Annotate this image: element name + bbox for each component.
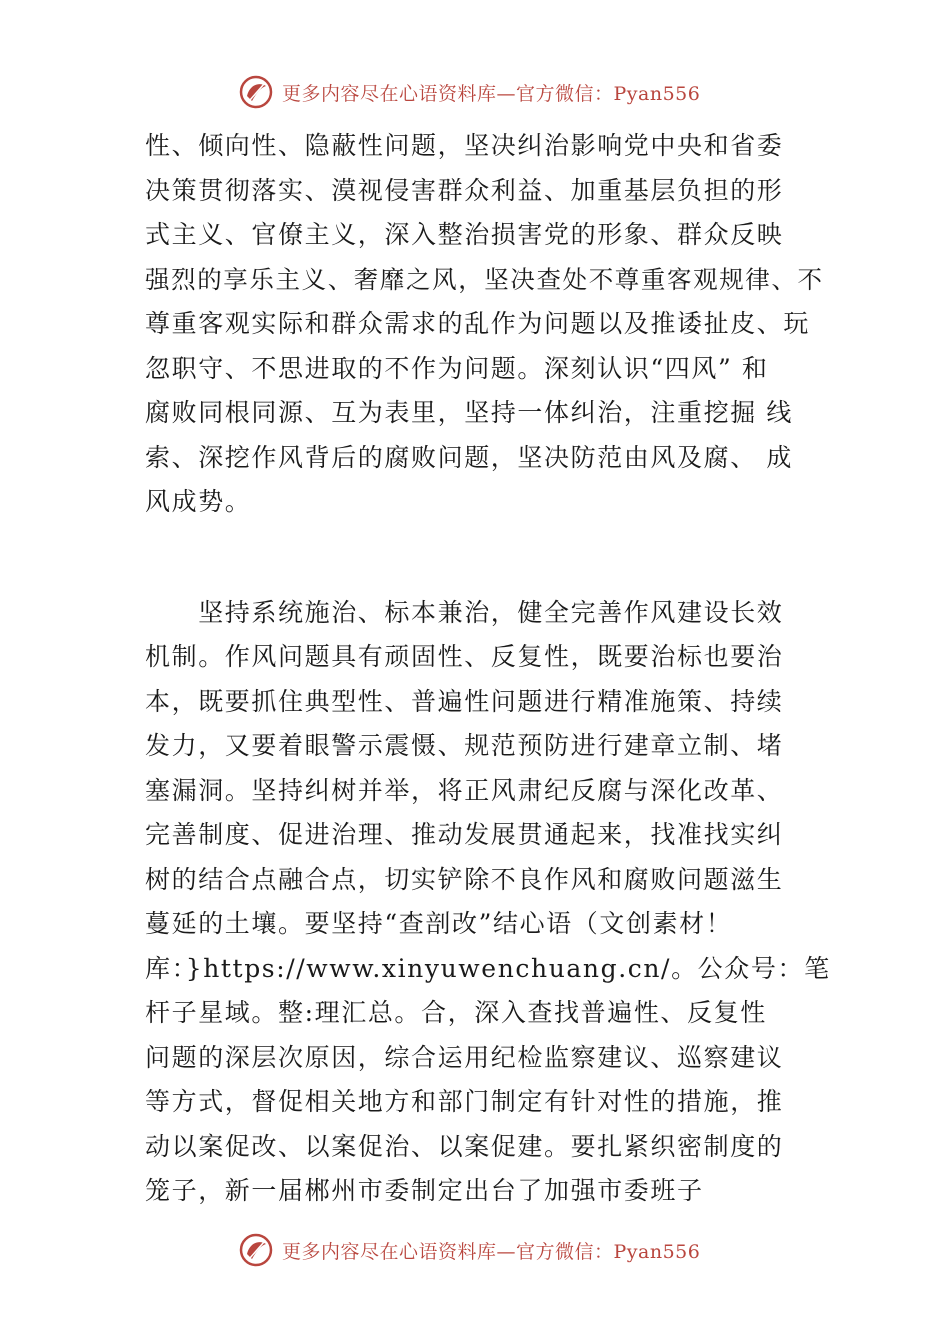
header-banner (238, 72, 758, 112)
header-banner-text: 更多内容尽在心语资料库—官方微信：Pyan556 (282, 82, 701, 105)
text-line: 腐败同根同源、互为表里，坚持一体纠治，注重挖掘 线 (145, 398, 793, 427)
paragraph-2 (145, 591, 835, 1214)
text-line: 树的结合点融合点，切实铲除不良作风和腐败问题滋生 (145, 864, 784, 894)
text-line: 忽职守、不思进取的不作为问题。深刻认识“四风” 和 (145, 353, 769, 383)
text-line: 问题的深层次原因，综合运用纪检监察建议、巡察建议 (145, 1042, 784, 1072)
text-line: 本，既要抓住典型性、普遍性问题进行精准施策、持续 (145, 686, 784, 716)
text-line: 蔓延的土壤。要坚持“查剖改”结心语（文创素材！ (145, 909, 733, 938)
document-body (145, 124, 835, 1214)
text-line: 坚持系统施治、标本兼治，健全完善作风建设长效 (145, 597, 784, 627)
text-line: 风成势。 (145, 487, 252, 516)
text-line: 发力，又要着眼警示震慑、规范预防进行建章立制、堵 (145, 731, 784, 760)
text-line: 等方式，督促相关地方和部门制定有针对性的措施，推 (145, 1087, 784, 1116)
text-line: 强烈的享乐主义、奢靡之风，坚决查处不尊重客观规律、不 (145, 264, 824, 294)
text-line: 完善制度、促进治理、推动发展贯通起来，找准找实纠 (145, 820, 784, 849)
text-line: 库：}https://www.xinyuwenchuang.cn/。公众号：笔 (145, 953, 831, 983)
text-line: 决策贯彻落实、漠视侵害群众利益、加重基层负担的形 (145, 175, 784, 205)
text-line: 索、深挖作风背后的腐败问题，坚决防范由风及腐、 成 (145, 442, 793, 472)
text-line: 性、倾向性、隐蔽性问题，坚决纠治影响党中央和省委 (145, 131, 784, 160)
footer-banner (238, 1230, 758, 1270)
paragraph-1 (145, 124, 835, 525)
footer-banner-text: 更多内容尽在心语资料库—官方微信：Pyan556 (282, 1240, 701, 1263)
text-line: 杆子星域。整:理汇总。合，深入查找普遍性、反复性 (145, 998, 767, 1027)
text-line: 式主义、官僚主义，深入整治损害党的形象、群众反映 (145, 220, 784, 249)
xinyu-logo-icon (238, 1232, 274, 1268)
text-line: 笼子，新一届郴州市委制定出台了加强市委班子 (145, 1176, 704, 1205)
text-line: 动以案促改、以案促治、以案促建。要扎紧织密制度的 (145, 1131, 784, 1161)
text-line: 塞漏洞。坚持纠树并举，将正风肃纪反腐与深化改革、 (145, 775, 784, 805)
xinyu-logo-icon (238, 74, 274, 110)
text-line: 机制。作风问题具有顽固性、反复性，既要治标也要治 (145, 642, 784, 671)
text-line: 尊重客观实际和群众需求的乱作为问题以及推诿扯皮、玩 (145, 309, 811, 338)
